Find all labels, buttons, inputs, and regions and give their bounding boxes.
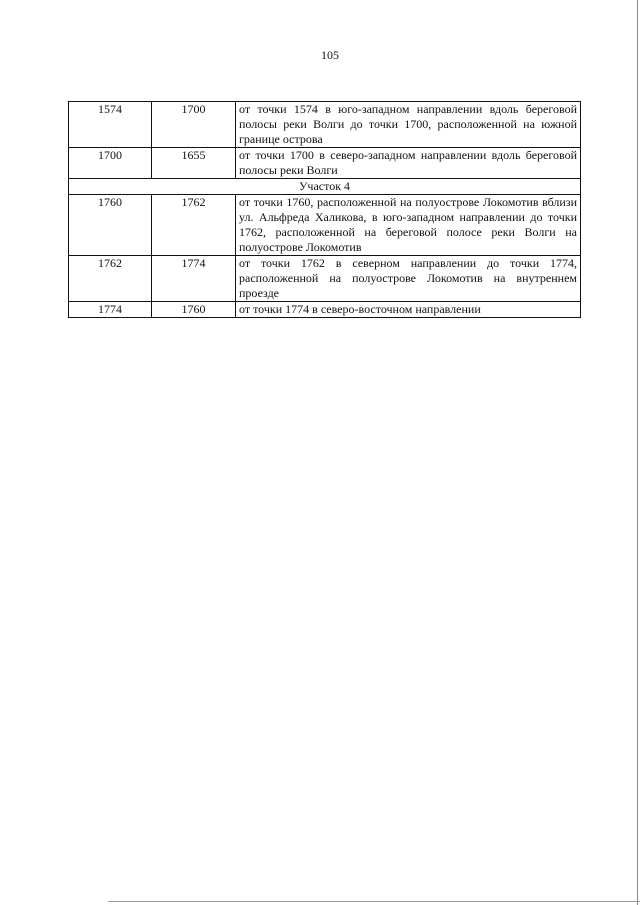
segment-description-cell: от точки 1700 в северо-западном направлении вдоль береговой полосы реки Волги xyxy=(236,148,581,179)
segment-description-cell: от точки 1774 в северо-восточном направлении xyxy=(236,302,581,318)
boundary-description-table xyxy=(68,101,581,318)
segment-description-cell: от точки 1762 в северном направлении до точки 1774, расположенной на полуострове Локомотив на внутреннем проезде xyxy=(236,256,581,302)
point-to-cell: 1655 xyxy=(152,148,236,179)
table-row xyxy=(69,256,581,302)
point-to-cell: 1700 xyxy=(152,102,236,148)
page-number: 105 xyxy=(321,48,339,62)
segment-description-cell: от точки 1760, расположенной на полуострове Локомотив вблизи ул. Альфреда Халикова, в юго-западном направлении до точки 1762, расположенной на береговой полосе реки Волги на полуострове Локомотив xyxy=(236,195,581,256)
table-row xyxy=(69,148,581,179)
segment-description-cell: от точки 1574 в юго-западном направлении вдоль береговой полосы реки Волги до точки 1700, расположенной на южной границе острова xyxy=(236,102,581,148)
point-from-cell: 1760 xyxy=(69,195,152,256)
point-from-cell: 1574 xyxy=(69,102,152,148)
point-to-cell: 1774 xyxy=(152,256,236,302)
point-to-cell: 1760 xyxy=(152,302,236,318)
table-row xyxy=(69,195,581,256)
section-heading: Участок 4 xyxy=(69,179,581,195)
point-from-cell: 1774 xyxy=(69,302,152,318)
point-from-cell: 1762 xyxy=(69,256,152,302)
section-row xyxy=(69,179,581,195)
table-row xyxy=(69,302,581,318)
point-from-cell: 1700 xyxy=(69,148,152,179)
scan-edge-bottom xyxy=(108,901,640,902)
point-to-cell: 1762 xyxy=(152,195,236,256)
table-row xyxy=(69,102,581,148)
scan-edge-right xyxy=(637,0,638,905)
